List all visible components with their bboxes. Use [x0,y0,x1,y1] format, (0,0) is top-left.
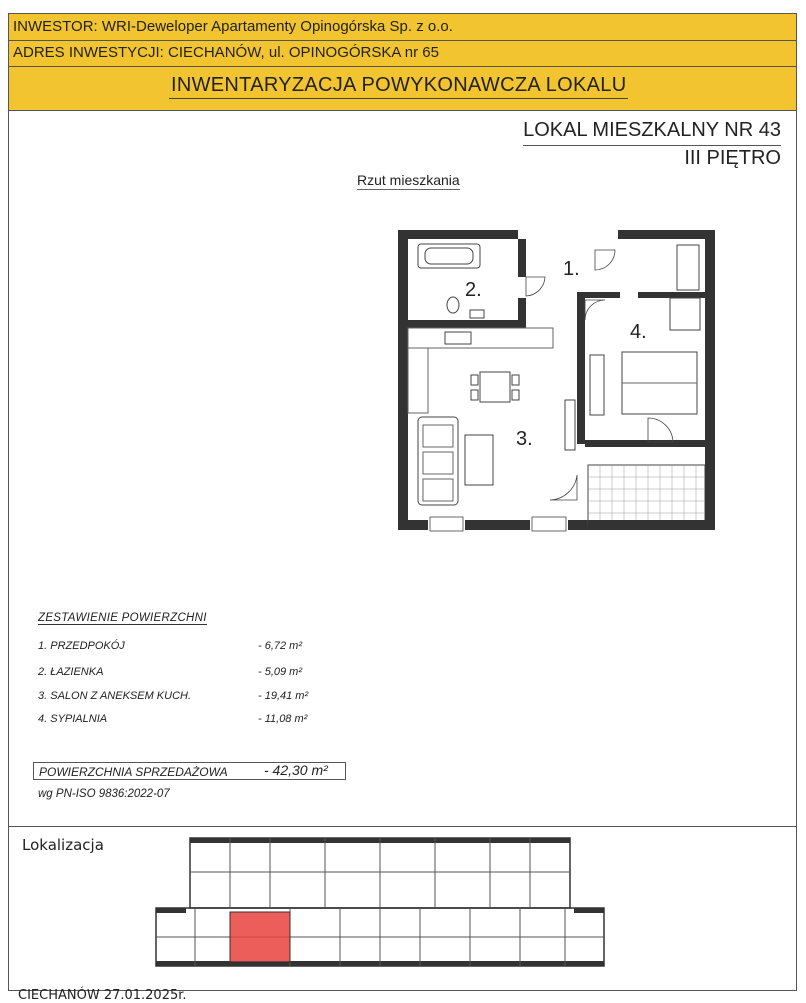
total-area-label: POWIERZCHNIA SPRZEDAŻOWA [39,765,228,779]
address-text: ADRES INWESTYCJI: CIECHANÓW, ul. OPINOGÓRSKA nr 65 [13,44,439,61]
measurement-norm: wg PN-ISO 9836:2022-07 [38,788,170,800]
areas-title: ZESTAWIENIE POWIERZCHNI [38,612,207,624]
room-name: 2. ŁAZIENKA [38,666,104,678]
unit-title: LOKAL MIESZKALNY NR 43 [523,118,781,146]
section-divider [8,826,797,827]
room-area: - 19,41 m² [258,690,309,702]
location-label: Lokalizacja [22,836,104,854]
place-date: CIECHANÓW 27.01.2025r. [18,988,187,1003]
investor-text: INWESTOR: WRI-Deweloper Apartamenty Opinogórska Sp. z o.o. [13,18,453,35]
room-area: - 5,09 m² [258,666,303,678]
total-area-value: - 42,30 m² [264,762,328,778]
walls [398,230,715,530]
total-area-box [33,762,346,780]
unit-floor: III PIĘTRO [684,147,781,169]
address-row [8,41,797,67]
floor-plan [385,220,725,560]
investor-row [8,13,797,41]
room-name: 3. SALON Z ANEKSEM KUCH. [38,690,192,702]
plan-caption: Rzut mieszkania [357,172,460,188]
room-area: - 6,72 m² [258,640,303,652]
unit-location-highlight [230,912,290,962]
room-number-4: 4. [630,321,647,343]
room-number-1: 1. [563,258,580,280]
room-area: - 11,08 m² [258,713,308,725]
unit-heading [523,118,781,171]
document-title-row [8,67,797,111]
room-name: 1. PRZEDPOKÓJ [38,640,125,652]
document-title: INWENTARYZACJA POWYKONAWCZA LOKALU [169,74,628,99]
room-number-3: 3. [516,428,533,450]
room-number-2: 2. [465,279,482,301]
building-location-plan [150,832,610,972]
room-name: 4. SYPIALNIA [38,713,108,725]
